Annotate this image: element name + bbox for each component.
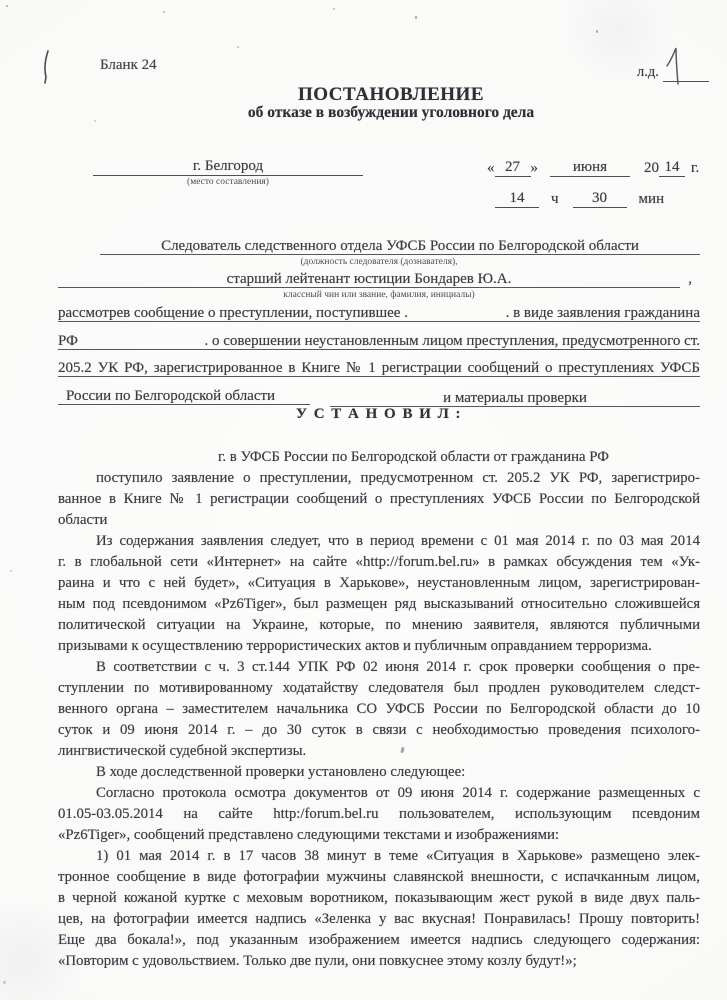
quote-close: » — [530, 160, 538, 176]
minute-label: мин — [638, 191, 665, 207]
handwritten-sheet-number — [666, 46, 682, 86]
report-row-right: . в виде заявления гражданина — [505, 305, 700, 321]
investigator-line: Следователь следственного отдела УФСБ России по Белгородской области — [100, 238, 700, 255]
scan-speck — [6, 5, 8, 7]
rank-trailing-comma: , — [688, 271, 692, 287]
body-line: 1) 01 мая 2014 г. в 17 часов 38 минут в теме «Ситуация в Харькове» размещено элек- — [96, 848, 700, 864]
rank-caption: классный чин или звание, фамилия, инициалы) — [283, 290, 475, 300]
year-prefix: 20 — [644, 160, 659, 176]
paragraph — [58, 846, 700, 972]
form-section — [58, 238, 700, 405]
materials-row — [58, 388, 700, 405]
materials-row-left: России по Белгородской области — [58, 388, 310, 405]
paragraph — [58, 468, 700, 531]
body-line: ным под псевдонимом «Pz6Tiger», был размещен ряд высказываний относительно сложившейся — [58, 596, 700, 612]
rf-row-left: РФ — [58, 333, 78, 349]
date-day: 27 — [495, 158, 531, 177]
time-minute: 30 — [573, 189, 627, 208]
rank-line: старший лейтенант юстиции Бондарев Ю.А. — [58, 271, 680, 288]
body-line: г. в УФСБ России по Белгородской области от гражданина РФ — [218, 449, 609, 465]
report-row — [58, 305, 700, 322]
scan-speck — [3, 981, 6, 984]
body-line: цев, на фотографии имеется надпись «Зеленка у вас вкусная! Понравилась! Прошу повторить! — [58, 911, 700, 927]
year-suffix: г. — [691, 160, 700, 176]
body-paragraphs — [58, 447, 700, 972]
paragraph — [58, 657, 700, 762]
scan-speck — [333, 8, 335, 10]
body-line: Еще два бокала!», под указанным изображением имеется надпись следующего содержания: — [58, 932, 700, 948]
investigator-caption: (должность следователя (дознавателя), — [300, 257, 458, 267]
body-line: в черной кожаной куртке с меховым воротником, показывающим жест рукой в виде двух паль- — [58, 890, 700, 906]
rf-row — [58, 333, 700, 350]
date-month: июня — [550, 158, 630, 177]
place-value: г. Белгород — [93, 157, 363, 176]
body-line: Согласно протокола осмотра документов от 09 июня 2014 г. содержание размещенных с — [96, 785, 700, 801]
scan-speck — [163, 11, 165, 13]
document-subtitle: об отказе в возбуждении уголовного дела — [247, 104, 535, 121]
scan-speck — [237, 46, 239, 48]
sheet-number-block — [637, 62, 709, 84]
paragraph — [58, 783, 700, 846]
body-line: Из содержания заявления следует, что в период времени с 01 мая 2014 г. по 03 мая 2014 — [96, 533, 700, 549]
body-line: В соответствии с ч. 3 ст.144 УПК РФ 02 июня 2014 г. срок проверки сообщения о пре- — [96, 659, 700, 675]
scan-speck — [596, 30, 598, 33]
paragraph — [58, 447, 700, 468]
time-hour: 14 — [495, 189, 539, 208]
resolution-heading: У С Т А Н О В И Л : — [295, 406, 463, 422]
body-line: венного органа – заместителем начальника СО УФСБ России по Белгородской области до 10 — [58, 701, 700, 717]
materials-row-right: и материалы проверки — [330, 390, 700, 407]
sheet-number-label: л.д. — [637, 64, 659, 80]
body-line: раина и что с ней будет», «Ситуация в Харькове», неустановленным лицом, зарегистрирован- — [58, 575, 700, 591]
body-line: 01.05-03.05.2014 на сайте http:/forum.bel.ru пользователем, использующим псевдоним — [58, 806, 700, 822]
blank-number-label: Бланк 24 — [100, 57, 157, 73]
report-row-left: рассмотрев сообщение о преступлении, поступившее . — [58, 305, 408, 321]
scan-speck — [415, 16, 417, 19]
body-line: ванное в Книге № 1 регистрации сообщений о преступлениях УФСБ России по Белгородской — [58, 491, 700, 507]
body-line: тронное сообщение в виде фотографии мужчины славянской внешности, с испачканным лицом, — [58, 869, 700, 885]
place-caption: (место составления) — [187, 177, 269, 187]
hour-label: ч — [551, 191, 559, 207]
body-line: политической ситуации на Украине, которые, по мнению заявителя, являются публичными — [58, 617, 700, 633]
rf-row-right: . о совершении неустановленным лицом преступления, предусмотренного ст. — [204, 333, 700, 349]
pen-mark — [41, 50, 53, 86]
document-title: ПОСТАНОВЛЕНИЕ — [297, 84, 485, 105]
body-line: «Pz6Tiger», сообщений представлено следующими текстами и изображениями: — [58, 827, 560, 843]
body-line: суток и 09 июня 2014 г. – до 30 суток в связи с необходимостью проведения психолого- — [58, 722, 700, 738]
date-row — [487, 158, 707, 177]
body-line: «Повторим с удовольствием. Только две пули, они повкуснее этому козлу будут!»; — [58, 953, 577, 969]
body-line: г. в глобальной сети «Интернет» на сайте «http://forum.bel.ru» в рамках обсуждения тем «Ук- — [58, 554, 700, 570]
body-line: В ходе доследственной проверки установлено следующее: — [96, 764, 466, 780]
paragraph — [58, 762, 700, 783]
place-block — [93, 157, 363, 187]
scan-speck — [10, 570, 12, 572]
time-row — [495, 189, 707, 208]
date-year: 14 — [659, 158, 685, 177]
article-row: 205.2 УК РФ, зарегистрированное в Книге № 1 регистрации сообщений о преступлениях УФСБ — [58, 360, 700, 376]
body-line: призывами к осуществлению террористических актов и публичным оправданием терроризма. — [58, 638, 652, 654]
body-line: лингвистической судебной экспертизы. — [58, 743, 307, 759]
body-line: поступило заявление о преступлении, предусмотренном ст. 205.2 УК РФ, зарегистриро- — [96, 470, 700, 486]
body-line: ступлении по мотивированному ходатайству следователя был продлен руководителем следст- — [58, 680, 700, 696]
body-line: области — [58, 512, 108, 528]
date-time-block — [487, 158, 707, 208]
rank-line-wrap — [58, 271, 692, 288]
quote-open: « — [487, 160, 495, 176]
paragraph — [58, 531, 700, 657]
